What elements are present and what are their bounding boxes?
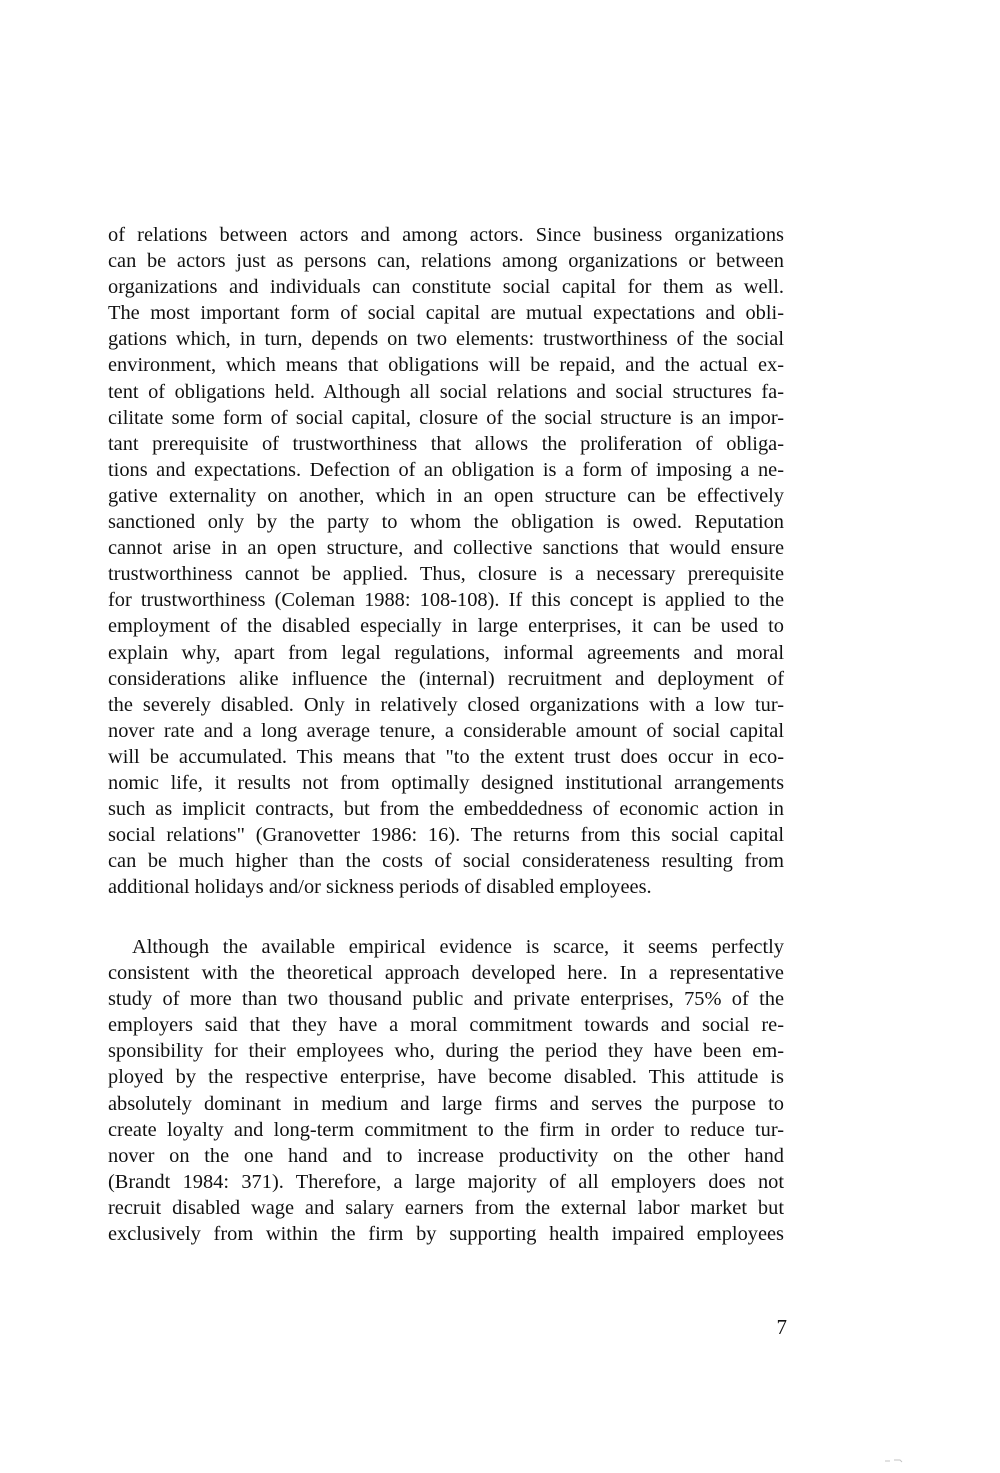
text-line: considerations alike influence the (internal) recruitment and deployment of <box>108 667 784 690</box>
text-line: gative externality on another, which in an open structure can be effectively <box>108 484 784 507</box>
text-line: Although the available empirical evidence is scarce, it seems perfectly <box>132 936 784 958</box>
text-line: tent of obligations held. Although all social relations and social structures fa- <box>108 380 784 403</box>
text-line: sponsibility for their employees who, during the period they have been em- <box>108 1040 784 1063</box>
text-line: additional holidays and/or sickness periods of disabled employees. <box>108 876 652 899</box>
text-line: such as implicit contracts, but from the embeddedness of economic action in <box>108 798 784 821</box>
text-line: exclusively from within the firm by supporting health impaired employees <box>108 1223 784 1246</box>
text-line: nover rate and a long average tenure, a considerable amount of social capital <box>108 719 784 742</box>
text-line: social relations" (Granovetter 1986: 16). The returns from this social capital <box>108 824 784 847</box>
text-line: can be actors just as persons can, relations among organizations or between <box>108 250 784 273</box>
text-line: tant prerequisite of trustworthiness that allows the proliferation of obliga- <box>108 432 784 455</box>
text-line: cilitate some form of social capital, closure of the social structure is an impor- <box>108 406 784 429</box>
text-line: sanctioned only by the party to whom the obligation is owed. Reputation <box>108 511 784 534</box>
paragraph-2 <box>108 934 784 1247</box>
text-line: for trustworthiness (Coleman 1988: 108-108). If this concept is applied to the <box>108 589 784 612</box>
text-line: environment, which means that obligations will be repaid, and the actual ex- <box>108 354 784 377</box>
text-line: the severely disabled. Only in relatively closed organizations with a low tur- <box>108 693 784 716</box>
text-line: of relations between actors and among actors. Since business organizations <box>108 224 784 246</box>
paragraph-1 <box>108 222 784 900</box>
text-line: (Brandt 1984: 371). Therefore, a large majority of all employers does not <box>108 1170 784 1193</box>
text-line: cannot arise in an open structure, and collective sanctions that would ensure <box>108 537 784 560</box>
text-line: nomic life, it results not from optimally designed institutional arrangements <box>108 771 784 794</box>
text-line: can be much higher than the costs of social considerateness resulting from <box>108 850 784 873</box>
text-line: tions and expectations. Defection of an obligation is a form of imposing a ne- <box>108 458 784 481</box>
text-line: consistent with the theoretical approach developed here. In a representative <box>108 962 784 985</box>
text-line: employment of the disabled especially in large enterprises, it can be used to <box>108 615 784 638</box>
text-line: gations which, in turn, depends on two elements: trustworthiness of the social <box>108 328 784 351</box>
scan-artifact <box>884 1457 904 1463</box>
text-line: employers said that they have a moral commitment towards and social re- <box>108 1014 784 1037</box>
text-line: absolutely dominant in medium and large firms and serves the purpose to <box>108 1092 784 1115</box>
text-line: nover on the one hand and to increase productivity on the other hand <box>108 1144 784 1167</box>
text-line: recruit disabled wage and salary earners from the external labor market but <box>108 1196 784 1219</box>
text-line: study of more than two thousand public and private enterprises, 75% of the <box>108 988 784 1011</box>
text-line: ployed by the respective enterprise, have become disabled. This attitude is <box>108 1066 784 1089</box>
text-line: create loyalty and long-term commitment to the firm in order to reduce tur- <box>108 1118 784 1141</box>
text-line: trustworthiness cannot be applied. Thus, closure is a necessary prerequisite <box>108 563 784 586</box>
text-line: explain why, apart from legal regulations, informal agreements and moral <box>108 641 784 664</box>
page-number: 7 <box>776 1315 787 1339</box>
text-line: will be accumulated. This means that "to the extent trust does occur in eco- <box>108 745 784 768</box>
text-line: The most important form of social capital are mutual expectations and obli- <box>108 302 784 325</box>
text-line: organizations and individuals can constitute social capital for them as well. <box>108 276 784 299</box>
